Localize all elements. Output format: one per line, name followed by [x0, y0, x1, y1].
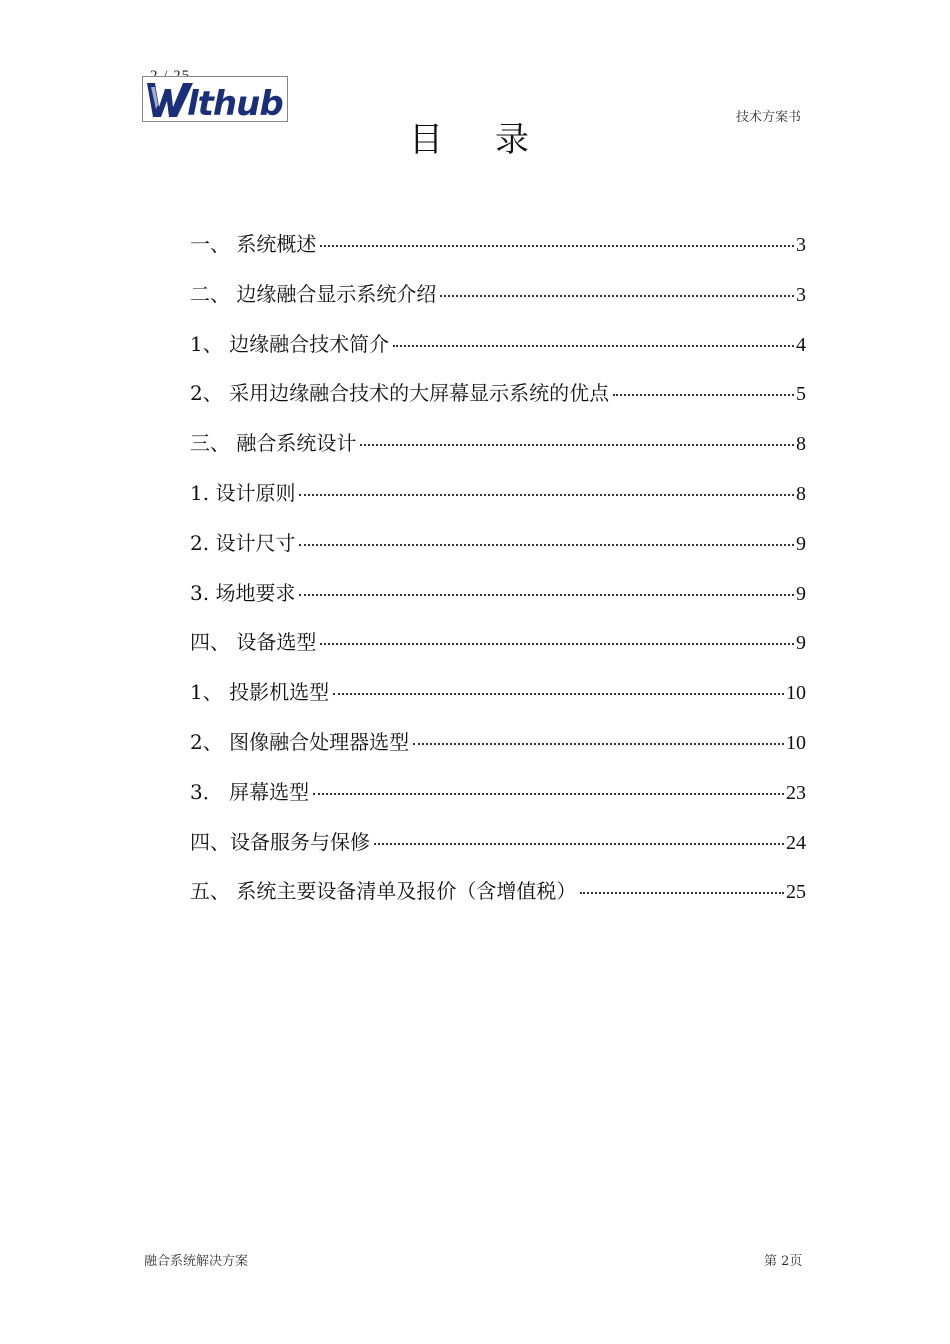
toc-dot-leader — [580, 892, 784, 894]
toc-entry[interactable] — [190, 228, 806, 278]
toc-dot-leader — [320, 245, 794, 247]
toc-entry-page: 5 — [796, 383, 806, 406]
toc-entry[interactable] — [190, 676, 806, 726]
toc-entry-label: 2、 图像融合处理器选型 — [190, 729, 410, 754]
toc-entry-label: 3. 场地要求 — [190, 580, 296, 605]
toc-entry-page: 8 — [796, 482, 806, 505]
toc-entry-page: 10 — [786, 682, 806, 705]
footer-page-number: 第 2页 — [764, 1254, 803, 1269]
toc-entry[interactable] — [190, 776, 806, 826]
toc-entry[interactable] — [190, 477, 806, 527]
toc-entry-label: 一、 系统概述 — [190, 232, 317, 256]
toc-entry[interactable] — [190, 427, 806, 477]
toc-dot-leader — [313, 793, 784, 795]
toc-entry-label: 五、 系统主要设备清单及报价（含增值税） — [190, 879, 577, 904]
toc-entry[interactable] — [190, 328, 806, 378]
toc-entry-label: 2、 采用边缘融合技术的大屏幕显示系统的优点 — [190, 381, 610, 406]
toc-dot-leader — [320, 643, 794, 645]
toc-entry[interactable] — [190, 377, 806, 427]
toc-dot-leader — [374, 843, 784, 845]
toc-entry-label: 1、 边缘融合技术简介 — [190, 331, 390, 356]
toc-entry-label: 四、 设备选型 — [190, 630, 317, 655]
toc-dot-leader — [440, 295, 794, 297]
toc-dot-leader — [299, 544, 794, 546]
toc-entry-label: 1. 设计原则 — [190, 480, 296, 505]
toc-dot-leader — [413, 743, 784, 745]
toc-entry-page: 9 — [796, 582, 806, 605]
toc-entry-page: 24 — [786, 831, 806, 854]
toc-entry[interactable] — [190, 527, 806, 577]
toc-entry-page: 25 — [786, 881, 806, 904]
toc-entry-label: 3． 屏幕选型 — [190, 779, 310, 804]
toc-entry-page: 23 — [786, 781, 806, 804]
toc-entry-label: 四、设备服务与保修 — [190, 829, 370, 854]
toc-entry[interactable] — [190, 826, 806, 876]
toc-dot-leader — [299, 594, 794, 596]
toc-dot-leader — [360, 444, 794, 446]
toc-entry[interactable] — [190, 726, 806, 776]
toc-dot-leader — [333, 693, 784, 695]
toc-entry-label: 三、 融合系统设计 — [190, 431, 357, 456]
document-type-label: 技术方案书 — [736, 110, 802, 125]
toc-entry-page: 8 — [796, 433, 806, 456]
toc-entry[interactable] — [190, 875, 806, 925]
page-title: 目录 — [409, 120, 581, 160]
toc-entry-label: 2. 设计尺寸 — [190, 530, 296, 555]
toc-entry[interactable] — [190, 626, 806, 676]
toc-entry[interactable] — [190, 577, 806, 627]
toc-entry[interactable] — [190, 278, 806, 328]
toc-entry-page: 3 — [796, 234, 806, 256]
toc-entry-page: 10 — [786, 731, 806, 754]
toc-dot-leader — [393, 345, 794, 347]
toc-entry-label: 二、 边缘融合显示系统介绍 — [190, 281, 437, 306]
svg-text:lthub: lthub — [187, 84, 283, 121]
toc-entry-page: 4 — [796, 333, 806, 356]
toc-entry-page: 9 — [796, 632, 806, 655]
footer-document-name: 融合系统解决方案 — [144, 1254, 249, 1269]
table-of-contents — [190, 228, 806, 925]
toc-entry-label: 1、 投影机选型 — [190, 680, 330, 705]
toc-dot-leader — [613, 394, 794, 396]
toc-entry-page: 9 — [796, 532, 806, 555]
toc-entry-page: 3 — [796, 283, 806, 306]
toc-dot-leader — [299, 494, 794, 496]
